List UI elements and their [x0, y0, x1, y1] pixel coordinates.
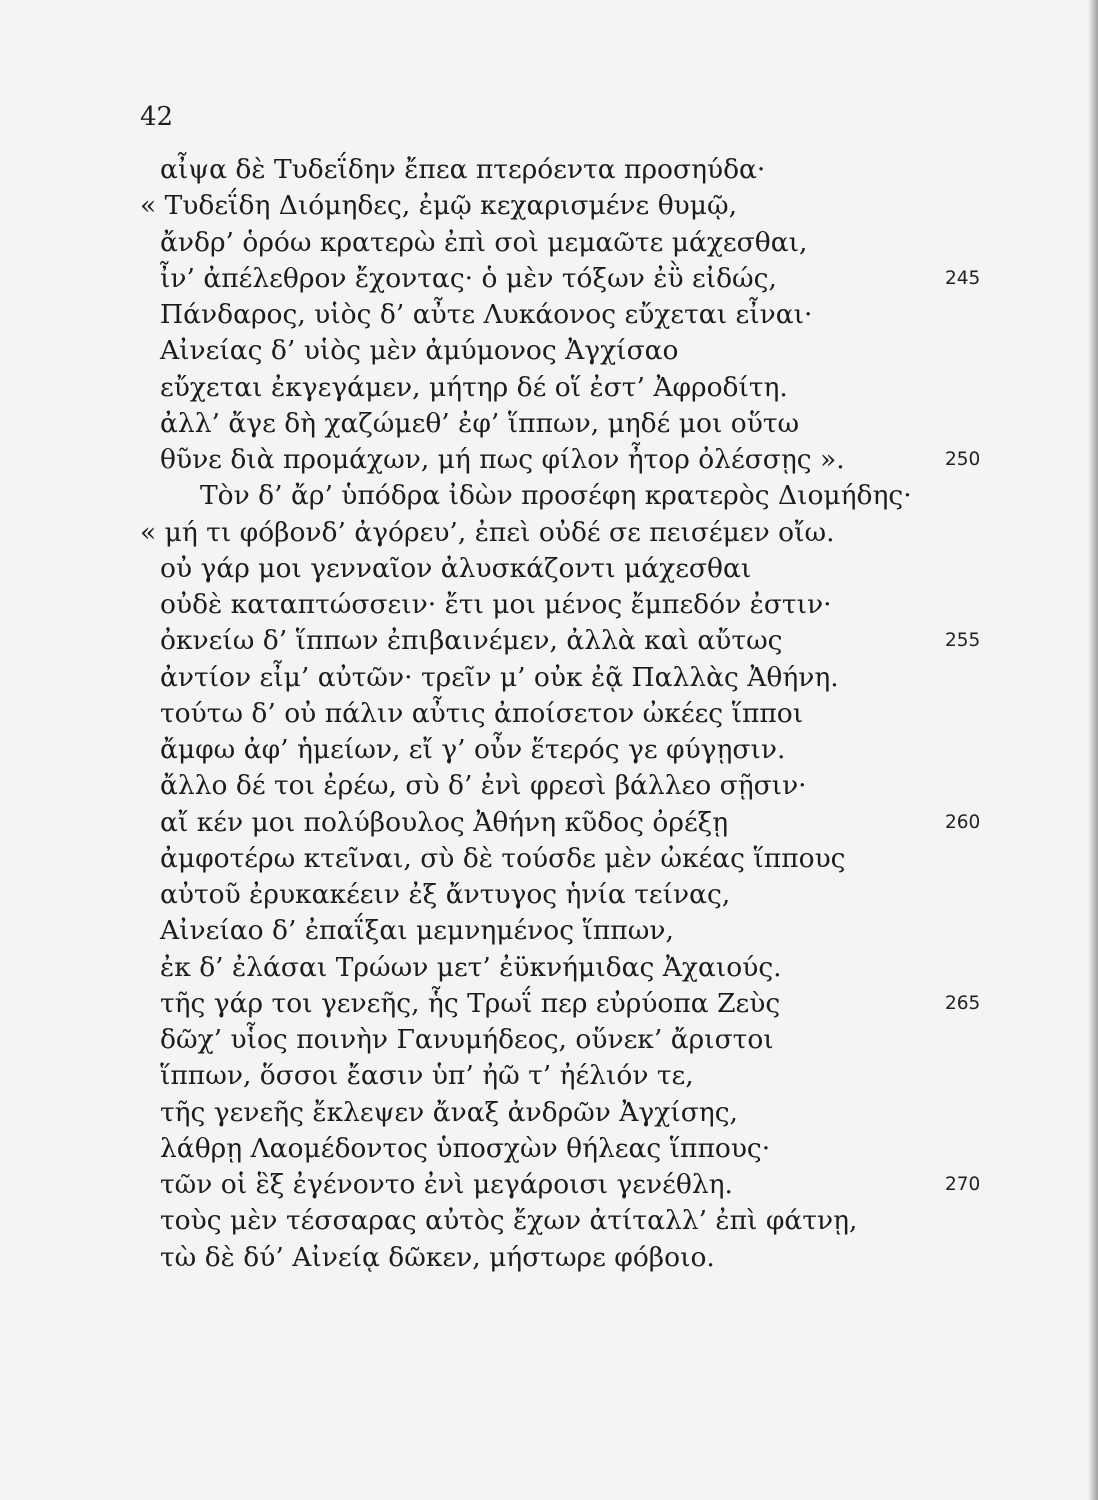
verse-line	[130, 986, 1010, 1022]
verse-line	[130, 913, 1010, 949]
verse-line-text: ἵππων, ὅσσοι ἔασιν ὑπ’ ἠῶ τ’ ἠέλιόν τε,	[160, 1060, 694, 1092]
verse-line	[130, 660, 1010, 696]
verse-line-text: οὐδὲ καταπτώσσειν· ἔτι μοι μένος ἔμπεδόν ἐστιν·	[160, 589, 832, 620]
verse-line-text: λάθρῃ Λαομέδοντος ὑποσχὼν θήλεας ἵππους·	[160, 1132, 771, 1164]
line-number: 245	[945, 267, 981, 289]
verse-line-text: Αἰνείαο δ’ ἐπαΐξαι μεμνημένος ἵππων,	[160, 915, 674, 947]
verse-line	[130, 696, 1010, 732]
verse-line	[130, 1058, 1010, 1094]
verse-line	[130, 225, 1010, 261]
verse-line	[130, 1203, 1010, 1239]
verse-line-text: τῶν οἱ ἓξ ἐγένοντο ἐνὶ μεγάροισι γενέθλη.	[160, 1169, 733, 1200]
verse-line-text: αὐτοῦ ἐρυκακέειν ἐξ ἄντυγος ἡνία τείνας,	[160, 879, 731, 910]
verse-line-text: δῶχ’ υἷος ποινὴν Γανυμήδεος, οὕνεκ’ ἄριστοι	[160, 1024, 774, 1055]
verse-line	[130, 587, 1010, 623]
verse-line-text: ὀκνείω δ’ ἵππων ἐπιβαινέμεν, ἀλλὰ καὶ αὔτως	[160, 625, 783, 657]
verse-line	[130, 406, 1010, 442]
verse-line	[130, 370, 1010, 406]
verse-line-text: θῦνε διὰ προμάχων, μή πως φίλον ἦτορ ὀλέσσῃς ».	[160, 444, 845, 475]
verse-line	[130, 442, 1010, 478]
verse-line	[130, 515, 1010, 551]
verse-line	[130, 877, 1010, 913]
line-number: 270	[945, 1174, 981, 1195]
page-edge-shadow	[1088, 0, 1098, 1500]
verse-line	[130, 1131, 1010, 1167]
line-number: 265	[945, 992, 981, 1014]
verse-line-text: « μή τι φόβονδ’ ἀγόρευ’, ἐπεὶ οὐδέ σε πεισέμεν οἴω.	[140, 516, 835, 548]
verse-line-text: τὼ δὲ δύ’ Αἰνείᾳ δῶκεν, μήστωρε φόβοιο.	[160, 1241, 715, 1273]
verse-line-text: ἀλλ’ ἄγε δὴ χαζώμεθ’ ἐφ’ ἵππων, μηδέ μοι οὕτω	[160, 407, 800, 439]
verse-line	[130, 768, 1010, 804]
verse-line	[130, 732, 1010, 768]
verse-line-text: εὔχεται ἐκγεγάμεν, μήτηρ δέ οἵ ἐστ’ Ἀφροδίτη.	[160, 371, 788, 403]
page-number: 42	[140, 102, 174, 132]
verse-line-text: « Τυδεΐδη Διόμηδες, ἐμῷ κεχαρισμένε θυμῷ,	[140, 190, 738, 222]
verse-line-text: ἶν’ ἀπέλεθρον ἔχοντας· ὁ μὲν τόξων ἐῢ εἰδώς,	[160, 262, 777, 294]
verse-line-text: ἄλλο δέ τοι ἐρέω, σὺ δ’ ἐνὶ φρεσὶ βάλλεο σῇσιν·	[160, 770, 807, 802]
verse-line-text: Αἰνείας δ’ υἱὸς μὲν ἀμύμονος Ἀγχίσαο	[160, 335, 679, 367]
verse-line-text: Τὸν δ’ ἄρ’ ὑπόδρα ἰδὼν προσέφη κρατερὸς Διομήδης·	[200, 480, 912, 512]
verse-line	[130, 478, 1010, 514]
verse-line	[130, 950, 1010, 986]
verse-line-text: ἀμφοτέρω κτεῖναι, σὺ δὲ τούσδε μὲν ὠκέας ἵππους	[160, 842, 846, 874]
verse-line	[130, 551, 1010, 587]
verse-line	[130, 1095, 1010, 1131]
line-number: 260	[945, 811, 981, 833]
verse-line	[130, 841, 1010, 877]
verse-line	[130, 297, 1010, 333]
verse-line-text: Πάνδαρος, υἱὸς δ’ αὖτε Λυκάονος εὔχεται εἶναι·	[160, 299, 813, 330]
verse-text-block	[130, 152, 1010, 1276]
verse-line-text: ἄμφω ἀφ’ ἡμείων, εἴ γ’ οὖν ἕτερός γε φύγῃσιν.	[160, 734, 786, 765]
verse-line-text: ἐκ δ’ ἐλάσαι Τρώων μετ’ ἐϋκνήμιδας Ἀχαιούς.	[160, 951, 782, 983]
verse-line-text: ἀντίον εἶμ’ αὐτῶν· τρεῖν μ’ οὐκ ἐᾷ Παλλὰς Ἀθήνη.	[160, 661, 839, 693]
verse-line-text: ἄνδρ’ ὁρόω κρατερὼ ἐπὶ σοὶ μεμαῶτε μάχεσθαι,	[160, 226, 808, 258]
verse-line	[130, 188, 1010, 224]
verse-line	[130, 333, 1010, 369]
verse-line-text: αἴ κέν μοι πολύβουλος Ἀθήνη κῦδος ὀρέξῃ	[160, 806, 729, 838]
verse-line-text: αἶψα δὲ Τυδεΐδην ἔπεα πτερόεντα προσηύδα·	[160, 154, 766, 185]
verse-line	[130, 805, 1010, 841]
line-number: 255	[945, 630, 981, 652]
verse-line	[130, 152, 1010, 188]
verse-line	[130, 261, 1010, 297]
verse-line	[130, 1240, 1010, 1276]
verse-line	[130, 1167, 1010, 1203]
verse-line	[130, 623, 1010, 659]
verse-line-text: οὐ γάρ μοι γενναῖον ἀλυσκάζοντι μάχεσθαι	[160, 552, 752, 584]
verse-line	[130, 1022, 1010, 1058]
verse-line-text: τούτω δ’ οὐ πάλιν αὖτις ἀποίσετον ὠκέες ἵπποι	[160, 697, 804, 729]
line-number: 250	[945, 449, 981, 470]
verse-line-text: τῆς γενεῆς ἔκλεψεν ἄναξ ἀνδρῶν Ἀγχίσης,	[160, 1096, 738, 1128]
verse-line-text: τῆς γάρ τοι γενεῆς, ἧς Τρωΐ περ εὐρύοπα Ζεὺς	[160, 987, 781, 1019]
verse-line-text: τοὺς μὲν τέσσαρας αὐτὸς ἔχων ἀτίταλλ’ ἐπὶ φάτνῃ,	[160, 1205, 858, 1237]
